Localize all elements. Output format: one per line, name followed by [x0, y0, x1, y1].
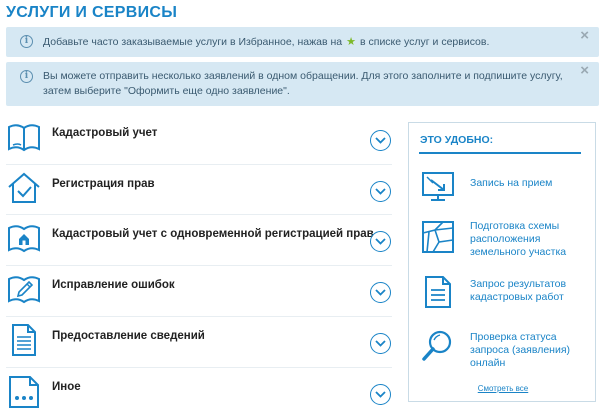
service-cadastral-and-rights[interactable] — [6, 220, 396, 260]
close-icon[interactable]: × — [580, 27, 589, 44]
favorites-notice-text — [43, 35, 569, 50]
see-all-link[interactable]: Смотреть все — [477, 384, 529, 393]
sidebar-item-status-check[interactable] — [419, 329, 589, 373]
document-icon — [6, 322, 42, 358]
service-label: Кадастровый учет с одновременной регистрацией прав — [52, 228, 374, 240]
sidebar-divider — [419, 152, 581, 154]
page-title: УСЛУГИ И СЕРВИСЫ — [6, 4, 178, 21]
chevron-down-icon[interactable] — [370, 181, 391, 202]
sidebar-item-appointment[interactable] — [419, 170, 589, 208]
convenience-sidebar — [408, 122, 596, 402]
book-house-icon — [6, 220, 42, 256]
favorites-notice — [6, 27, 599, 57]
info-icon: i — [20, 70, 33, 83]
divider — [6, 164, 392, 165]
chevron-down-icon[interactable] — [370, 130, 391, 151]
notice-text-after: в списке услуг и сервисов. — [360, 36, 490, 48]
service-label: Регистрация прав — [52, 178, 155, 190]
book-icon — [6, 119, 42, 155]
service-label: Иное — [52, 381, 81, 393]
house-check-icon — [6, 170, 42, 206]
multiple-applications-notice-text: Вы можете отправить несколько заявлений в одном обращении. Для этого заполните и подпишите услугу, затем выберите "Оформить еще одно заявление". — [43, 70, 563, 97]
chevron-down-icon[interactable] — [370, 231, 391, 252]
divider — [6, 265, 392, 266]
land-scheme-icon — [421, 220, 455, 254]
divider — [6, 367, 392, 368]
sidebar-item-land-scheme[interactable] — [419, 220, 589, 260]
document-lines-icon — [421, 275, 455, 309]
sidebar-item-label: Проверка статуса запроса (заявления) онлайн — [470, 331, 571, 369]
book-pencil-icon — [6, 271, 42, 307]
chevron-down-icon[interactable] — [370, 333, 391, 354]
sidebar-item-label: Запись на прием — [470, 177, 553, 189]
sidebar-title: ЭТО УДОБНО: — [420, 134, 494, 146]
monitor-cursor-icon — [421, 170, 455, 204]
close-icon[interactable]: × — [580, 62, 589, 79]
sidebar-item-label: Подготовка схемы расположения земельного участка — [470, 220, 567, 258]
chevron-down-icon[interactable] — [370, 384, 391, 405]
divider — [6, 316, 392, 317]
chevron-down-icon[interactable] — [370, 282, 391, 303]
service-cadastral-registration[interactable] — [6, 119, 396, 159]
sidebar-item-label: Запрос результатов кадастровых работ — [470, 278, 567, 303]
magnifier-icon — [421, 329, 455, 363]
service-rights-registration[interactable] — [6, 170, 396, 210]
service-other[interactable] — [6, 373, 396, 413]
star-icon: ★ — [346, 36, 357, 48]
service-label: Исправление ошибок — [52, 279, 175, 291]
service-information-provision[interactable] — [6, 322, 396, 362]
dots-document-icon — [6, 373, 42, 409]
sidebar-item-cadastral-results[interactable] — [419, 275, 589, 311]
notice-text-before: Добавьте часто заказываемые услуги в Избранное, нажав на — [43, 36, 343, 48]
service-label: Кадастровый учет — [52, 127, 158, 139]
service-label: Предоставление сведений — [52, 330, 205, 342]
multiple-applications-notice — [6, 62, 599, 106]
divider — [6, 214, 392, 215]
info-icon: i — [20, 35, 33, 48]
service-error-correction[interactable] — [6, 271, 396, 311]
